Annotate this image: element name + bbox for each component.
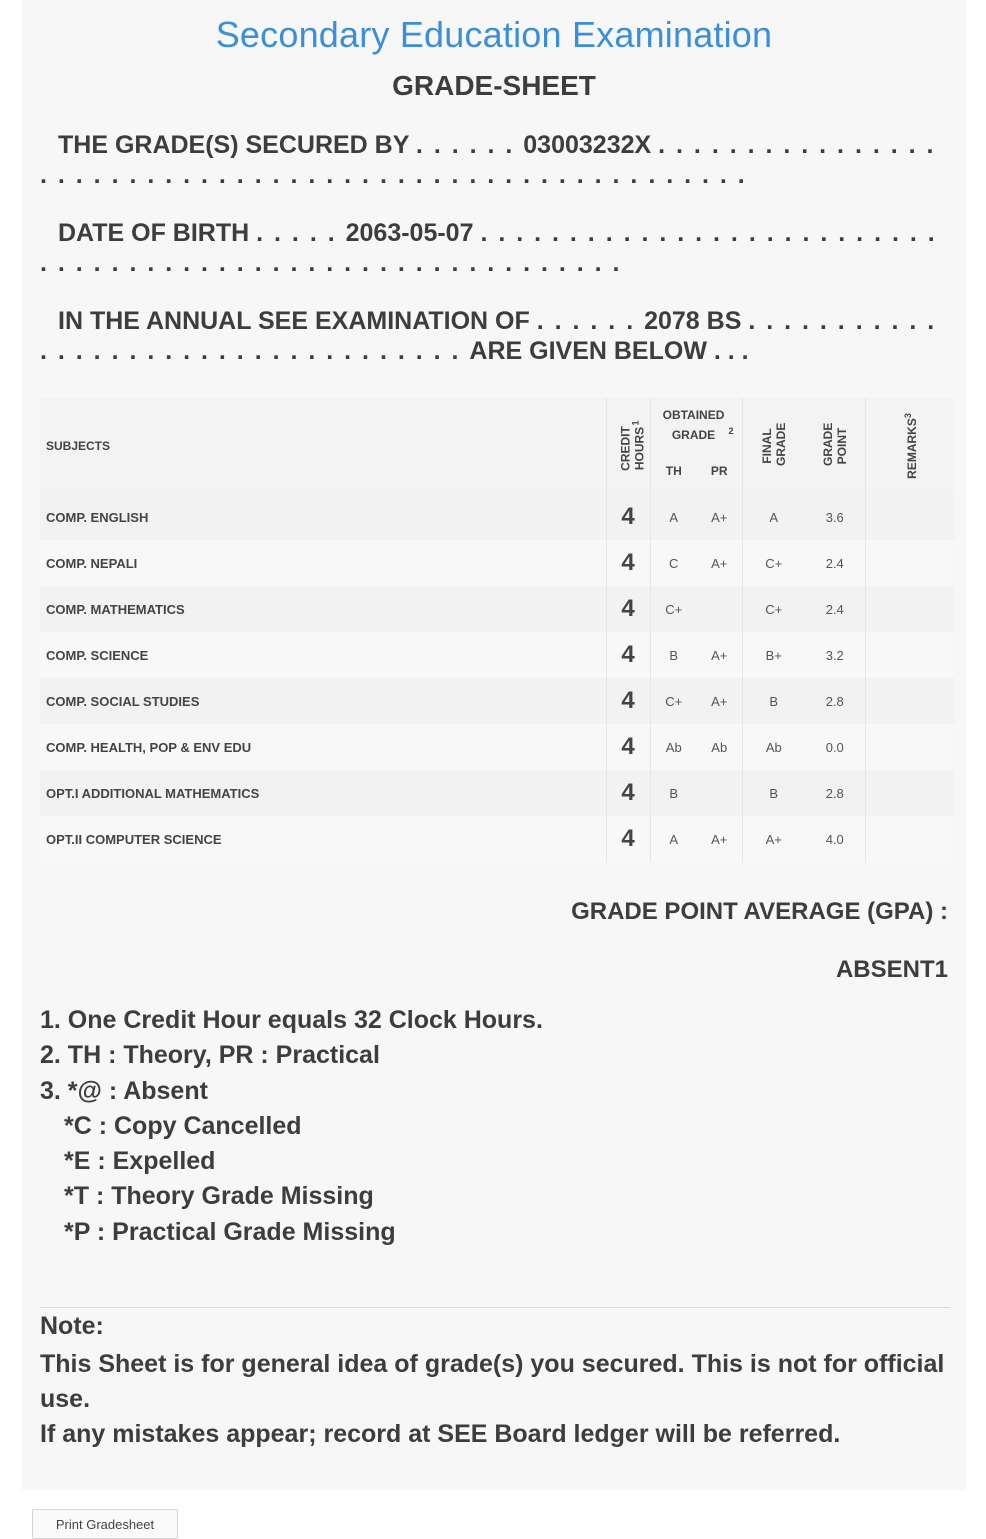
grades-table-wrapper [40,398,954,862]
footnotes [40,1004,543,1251]
header-pr: PR [697,448,742,494]
credit-hours-label [618,420,646,471]
th-grade-cell: C+ [650,678,697,724]
remarks-cell [865,494,954,540]
remarks-sup: 3 [902,413,913,419]
th-grade-cell: C+ [650,586,697,632]
subject-cell: COMP. SCIENCE [40,632,606,678]
remarks-cell [865,724,954,770]
grade-point-cell: 2.4 [805,540,865,586]
header-credit-hours [606,398,650,494]
dots: . . . . . . . . . . . . . . . . . . . . . . . . . . . . . . . . . . . . . . . . . . . . . . . . . . . . . . . . [40,131,936,189]
subject-cell: OPT.II COMPUTER SCIENCE [40,816,606,862]
final-grade-label: FINAL GRADE [759,422,788,466]
header-remarks [865,398,954,494]
gpa-value: ABSENT1 [835,956,948,983]
pr-grade-cell [697,586,742,632]
th-grade-cell: B [650,770,697,816]
dob-line [40,218,952,278]
gpa-label: GRADE POINT AVERAGE (GPA) : [571,898,948,925]
table-row [40,816,954,862]
pr-grade-cell: A+ [697,632,742,678]
pr-grade-cell: A+ [697,678,742,724]
footnote-item: 1. One Credit Hour equals 32 Clock Hours. [40,1006,543,1034]
header-th: TH [650,448,697,494]
remarks-cell [865,632,954,678]
note-line: If any mistakes appear; record at SEE Board ledger will be referred. [40,1420,841,1448]
footnote-item: *P : Practical Grade Missing [64,1217,396,1246]
obtained-grade-text: OBTAINED GRADE [662,408,725,442]
th-grade-cell: C [650,540,697,586]
note-line: This Sheet is for general idea of grade(s) you secured. This is not for official use. [40,1350,945,1413]
grade-point-cell: 2.8 [805,678,865,724]
table-row [40,770,954,816]
note-text [40,1347,952,1452]
credit-cell: 4 [606,494,650,540]
th-grade-cell: A [650,494,697,540]
print-gradesheet-button[interactable]: Print Gradesheet [32,1509,178,1539]
dots: . . . . . . [415,131,524,159]
pr-grade-cell: A+ [697,494,742,540]
th-grade-cell: Ab [650,724,697,770]
table-row [40,494,954,540]
dots: . . . . . . . . . . . . . . . . . . . . . . . . . . . . . . . . . . . . . . . . . . . . . . . . . . . . . . . . . . . [40,219,937,277]
dob-label: DATE OF BIRTH [58,219,250,247]
exam-year: 2078 BS [644,307,742,335]
pr-grade-cell: A+ [697,540,742,586]
subject-cell: COMP. SOCIAL STUDIES [40,678,606,724]
footnote-item: 3. *@ : Absent [40,1076,208,1105]
table-row [40,586,954,632]
subject-cell: COMP. HEALTH, POP & ENV EDU [40,724,606,770]
dob-value: 2063-05-07 [345,219,474,247]
grade-rows [40,494,954,862]
final-grade-cell: Ab [742,724,805,770]
exam-label: IN THE ANNUAL SEE EXAMINATION OF [58,307,530,335]
final-grade-cell: B [742,678,805,724]
credit-cell: 4 [606,632,650,678]
credit-cell: 4 [606,816,650,862]
credit-hours-sup: 1 [630,420,641,426]
secured-by-label: THE GRADE(S) SECURED BY [58,131,409,159]
dots: . . . . . [256,219,346,247]
given-below-text: ARE GIVEN BELOW . . . [469,337,749,365]
dots: . . . . . . . . . . . . . . . . . . . . . . . . . . . . . . . . . . . [40,307,937,365]
final-grade-cell: B [742,770,805,816]
symbol-number: 03003232X [523,131,652,159]
final-grade-cell: A+ [742,816,805,862]
obtained-grade-sup: 2 [728,426,734,436]
final-grade-cell: C+ [742,540,805,586]
remarks-cell [865,586,954,632]
subject-cell: OPT.I ADDITIONAL MATHEMATICS [40,770,606,816]
final-grade-cell: C+ [742,586,805,632]
final-grade-cell: B+ [742,632,805,678]
page-title: Secondary Education Examination [215,14,773,55]
header-obtained-grade [650,398,742,448]
footnote-item: 2. TH : Theory, PR : Practical [40,1041,380,1070]
exam-line [40,306,952,366]
credit-cell: 4 [606,770,650,816]
grade-point-cell: 2.4 [805,586,865,632]
page-subtitle: GRADE-SHEET [392,70,596,101]
footnote-item: *T : Theory Grade Missing [64,1182,374,1211]
subject-cell: COMP. NEPALI [40,540,606,586]
table-row [40,724,954,770]
credit-cell: 4 [606,678,650,724]
grade-point-cell: 0.0 [805,724,865,770]
grade-sheet [22,0,966,1490]
header-final-grade [742,398,805,494]
header-subjects: SUBJECTS [40,398,606,494]
grade-point-label: GRADE POINT [820,422,849,466]
footnote-item: *E : Expelled [64,1147,216,1176]
remarks-cell [865,816,954,862]
header-grade-point [805,398,865,494]
credit-hours-text: CREDIT HOURS [618,426,647,471]
remarks-cell [865,678,954,724]
remarks-label [901,413,919,479]
remarks-cell [865,540,954,586]
grade-point-cell: 3.2 [805,632,865,678]
grade-point-cell: 4.0 [805,816,865,862]
credit-cell: 4 [606,724,650,770]
footnote-item: *C : Copy Cancelled [64,1111,302,1140]
th-grade-cell: A [650,816,697,862]
table-row [40,632,954,678]
subject-cell: COMP. ENGLISH [40,494,606,540]
grade-point-cell: 3.6 [805,494,865,540]
remarks-cell [865,770,954,816]
credit-cell: 4 [606,586,650,632]
dots: . . . . . . [536,307,645,335]
pr-grade-cell: A+ [697,816,742,862]
final-grade-cell: A [742,494,805,540]
pr-grade-cell: Ab [697,724,742,770]
remarks-text: REMARKS [904,418,919,479]
table-row [40,540,954,586]
divider [40,1307,950,1308]
grades-table [40,398,954,862]
pr-grade-cell [697,770,742,816]
note-title: Note: [40,1312,104,1340]
subject-cell: COMP. MATHEMATICS [40,586,606,632]
table-row [40,678,954,724]
secured-by-line [40,130,952,190]
credit-cell: 4 [606,540,650,586]
th-grade-cell: B [650,632,697,678]
grade-point-cell: 2.8 [805,770,865,816]
